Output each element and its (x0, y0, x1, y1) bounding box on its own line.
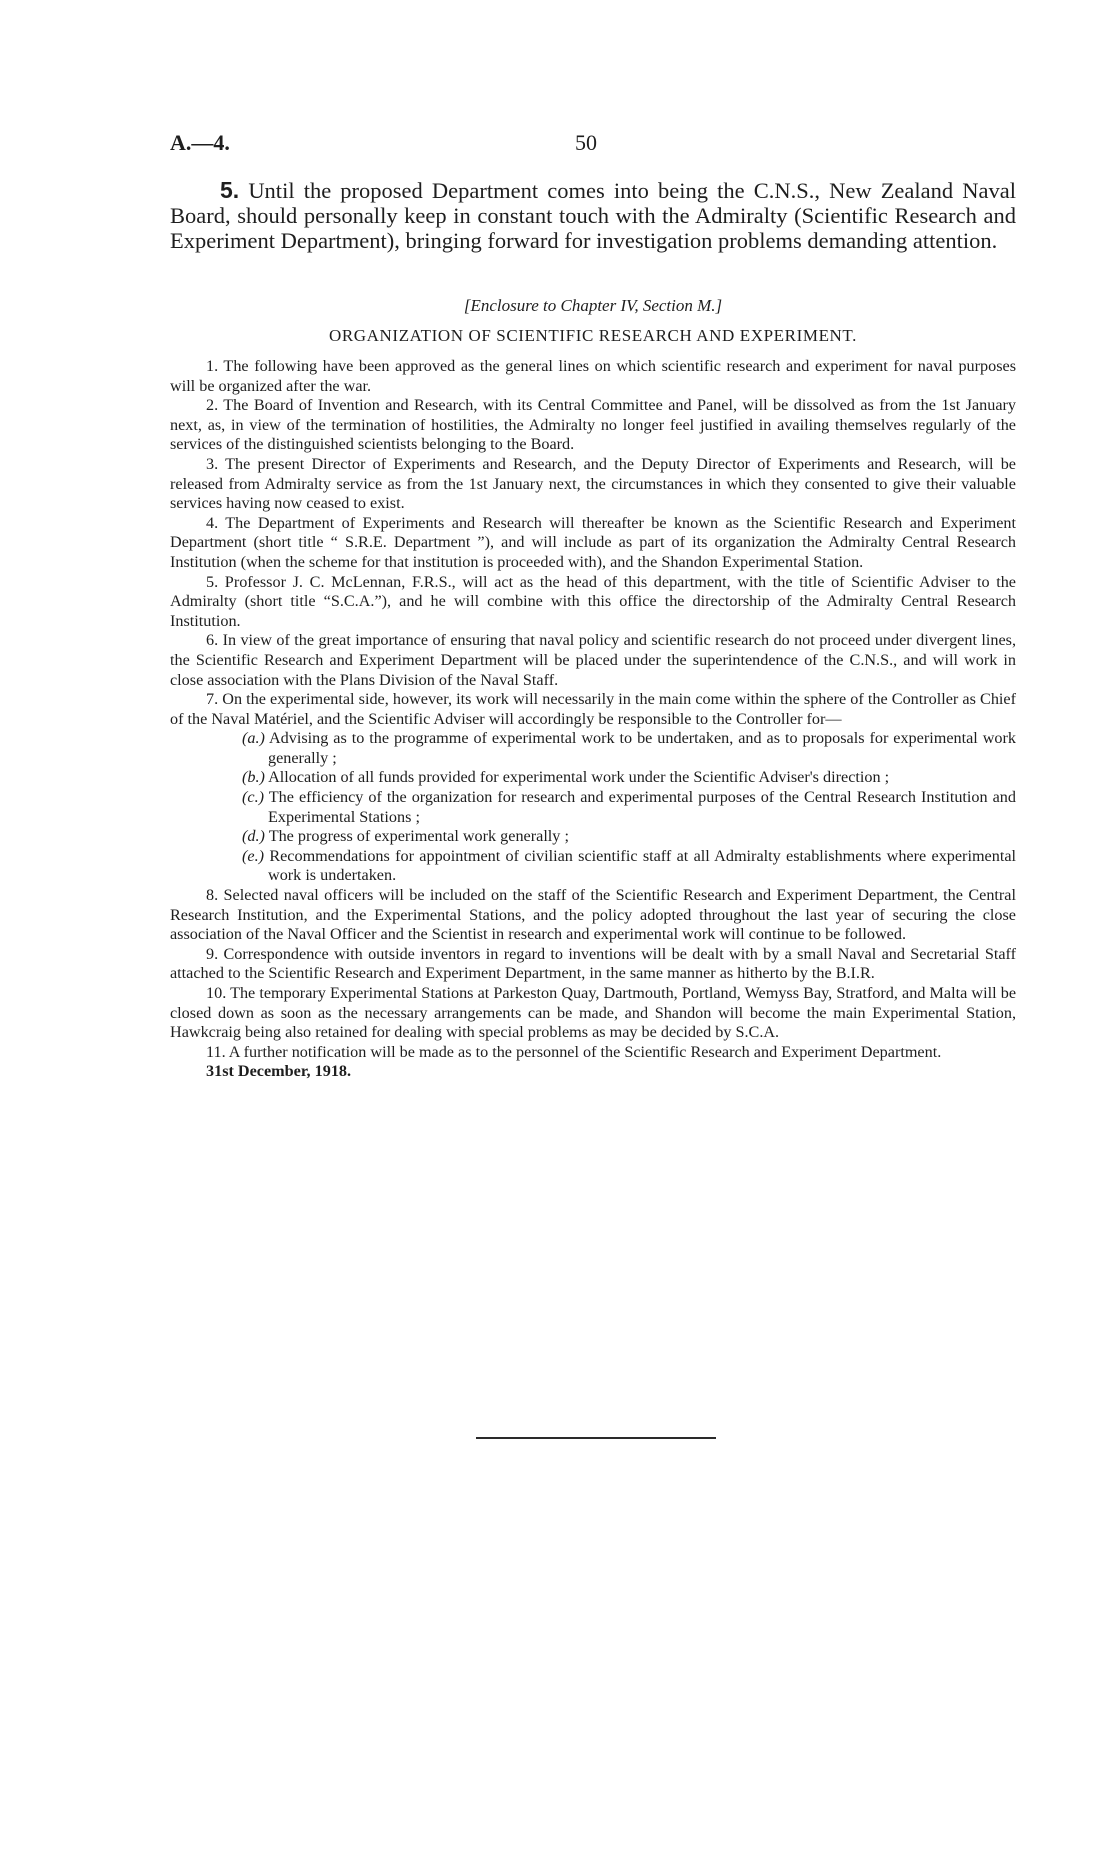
page-number: 50 (575, 130, 597, 155)
list-item (170, 768, 1016, 788)
intro-text: Until the proposed Department comes into being the C.N.S., New Zealand Naval Board, should personally keep in constant touch with the Admiralty (Scientific Research and Experiment Department), bringing forward for investigation problems demanding attention. (170, 178, 1016, 253)
section-title: ORGANIZATION OF SCIENTIFIC RESEARCH AND EXPERIMENT. (328, 326, 857, 345)
list-item-marker: (a.) (242, 729, 265, 748)
section-body (170, 357, 1016, 1082)
paragraph-5: 5. Professor J. C. McLennan, F.R.S., will act as the head of this department, with the title of Scientific Adviser to the Admiralty (short title “S.C.A.”), and he will combine with this office the directorship of the Admiralty Central Research Institution. (170, 572, 1016, 630)
intro-paragraph (170, 178, 1016, 253)
list-item-text: The efficiency of the organization for research and experimental purposes of the Central Research Institution and Experimental Stations ; (268, 788, 1016, 826)
enclosure-note: [Enclosure to Chapter IV, Section M.] (463, 296, 723, 315)
page-reference: A.—4. (170, 130, 230, 155)
paragraph-6: 6. In view of the great importance of ensuring that naval policy and scientific research do not proceed under divergent lines, the Scientific Research and Experiment Department will be placed under the superintendence of the C.N.S., and will work in close association with the Plans Division of the Naval Staff. (170, 631, 1016, 689)
list-item (170, 847, 1016, 886)
list-item-marker: (c.) (242, 788, 265, 807)
paragraph-4: 4. The Department of Experiments and Research will thereafter be known as the Scientific Research and Experiment Department (short title “ S.R.E. Department ”), and will include as part of its organization the Admiralty Central Research Institution (when the scheme for that institution is proceeded with), and the Shandon Experimental Station. (170, 513, 1016, 571)
controller-responsibilities-list (170, 729, 1016, 886)
intro-number: 5. (220, 177, 240, 203)
list-item-text: The progress of experimental work generally ; (268, 827, 569, 846)
paragraph-8: 8. Selected naval officers will be included on the staff of the Scientific Research and Experiment Department, the Central Research Institution, and the Experimental Stations, and the policy adopted throughout the last year of securing the close association of the Naval Officer and the Scientist in research and experimental work will continue to be followed. (170, 886, 1016, 944)
paragraph-2: 2. The Board of Invention and Research, with its Central Committee and Panel, will be dissolved as from the 1st January next, as, in view of the termination of hostilities, the Admiralty no longer feel justified in availing themselves regularly of the services of the distinguished scientists belonging to the Board. (170, 396, 1016, 454)
list-item-text: Recommendations for appointment of civilian scientific staff at all Admiralty establishments where experimental work is undertaken. (268, 846, 1016, 885)
list-item-marker: (d.) (242, 827, 265, 846)
paragraph-1: 1. The following have been approved as the general lines on which scientific research and experiment for naval purposes will be organized after the war. (170, 357, 1016, 395)
list-item-marker: (b.) (242, 768, 265, 787)
paragraph-10: 10. The temporary Experimental Stations at Parkeston Quay, Dartmouth, Portland, Wemyss Bay, Stratford, and Malta will be closed down as soon as the necessary arrangements can be made, and Shandon will become the main Experimental Station, Hawkcraig being also retained for dealing with special problems as may be decided by S.C.A. (170, 984, 1016, 1042)
paragraph-11: 11. A further notification will be made as to the personnel of the Scientific Research and Experiment Department. (206, 1042, 942, 1061)
list-item-marker: (e.) (242, 846, 265, 865)
paragraph-3: 3. The present Director of Experiments and Research, and the Deputy Director of Experiments and Research, will be released from Admiralty service as from the 1st January next, the circumstances in which they consented to give their valuable services having now ceased to exist. (170, 454, 1016, 513)
list-item (170, 788, 1016, 827)
end-rule (476, 1437, 716, 1439)
list-item (170, 729, 1016, 768)
paragraph-9: 9. Correspondence with outside inventors in regard to inventions will be dealt with by a small Naval and Secretarial Staff attached to the Scientific Research and Experiment Department, in the same manner as hitherto by the B.I.R. (170, 944, 1016, 983)
list-item-text: Allocation of all funds provided for experimental work under the Scientific Adviser's direction ; (268, 768, 890, 787)
paragraph-7: 7. On the experimental side, however, its work will necessarily in the main come within the sphere of the Controller as Chief of the Naval Matériel, and the Scientific Adviser will accordingly be responsible to the Controller for— (170, 690, 1016, 728)
list-item (170, 827, 1016, 847)
page-header (170, 130, 1014, 160)
document-date: 31st December, 1918. (206, 1062, 352, 1081)
list-item-text: Advising as to the programme of experimental work to be undertaken, and as to proposals for experimental work generally ; (268, 729, 1016, 767)
